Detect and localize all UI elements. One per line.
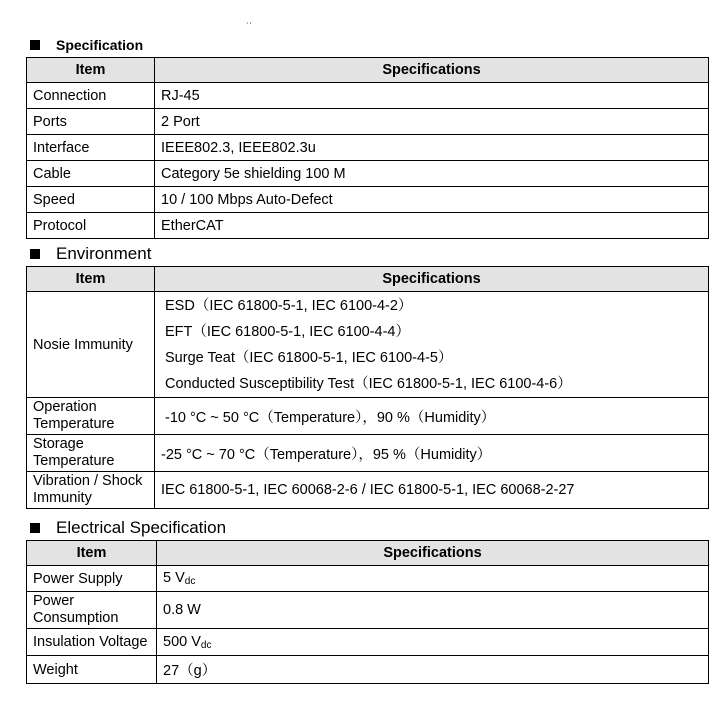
row-item: Power Consumption	[27, 592, 157, 629]
specification-table	[26, 57, 709, 239]
electrical-table	[26, 540, 709, 684]
row-item: Speed	[27, 187, 155, 213]
bullet-square-icon	[30, 249, 40, 259]
table-row	[27, 472, 709, 509]
row-item: Weight	[27, 656, 157, 684]
value-subscript: dc	[184, 576, 196, 587]
value-subscript: dc	[200, 639, 212, 651]
row-value	[157, 566, 709, 592]
table-row	[27, 566, 709, 592]
col-header-specifications: Specifications	[157, 541, 709, 566]
table-row	[27, 398, 709, 435]
table-row	[27, 109, 709, 135]
noise-line: EFT（IEC 61800-5-1, IEC 6100-4-4）	[165, 323, 410, 340]
table-row	[27, 435, 709, 472]
row-value: 2 Port	[155, 109, 709, 135]
specification-heading	[30, 37, 143, 53]
bullet-square-icon	[30, 40, 40, 50]
row-value: IEEE802.3, IEEE802.3u	[155, 135, 709, 161]
col-header-specifications: Specifications	[155, 267, 709, 292]
specification-title: Specification	[56, 37, 144, 53]
row-value	[157, 592, 709, 629]
table-row	[27, 83, 709, 109]
row-value: Category 5e shielding 100 M	[155, 161, 709, 187]
row-item: Operation Temperature	[27, 398, 155, 435]
environment-title: Environment	[56, 244, 152, 263]
environment-table	[26, 266, 709, 509]
row-item: Interface	[27, 135, 155, 161]
row-item: Power Supply	[27, 566, 157, 592]
bullet-square-icon	[30, 523, 40, 533]
table-row	[27, 629, 709, 656]
row-item: Cable	[27, 161, 155, 187]
col-header-item: Item	[27, 267, 155, 292]
row-item: Vibration / Shock Immunity	[27, 472, 155, 509]
row-value: -25 °C ~ 70 °C（Temperature），95 %（Humidity）	[155, 435, 709, 472]
value-text: 27（g）	[163, 663, 217, 679]
col-header-item: Item	[27, 58, 155, 83]
row-value	[157, 656, 709, 684]
row-value: IEC 61800-5-1, IEC 60068-2-6 / IEC 61800-5-1, IEC 60068-2-27	[155, 472, 709, 509]
noise-line: Conducted Susceptibility Test（IEC 61800-5-1, IEC 6100-4-6）	[165, 375, 572, 392]
row-item: Storage Temperature	[27, 435, 155, 472]
environment-heading	[30, 244, 151, 264]
electrical-heading	[30, 518, 226, 538]
row-item: Ports	[27, 109, 155, 135]
row-value: 10 / 100 Mbps Auto-Defect	[155, 187, 709, 213]
row-item: Protocol	[27, 213, 155, 239]
row-value: RJ-45	[155, 83, 709, 109]
row-value	[155, 292, 709, 398]
row-value: EtherCAT	[155, 213, 709, 239]
row-value	[157, 629, 709, 656]
noise-line: Surge Teat（IEC 61800-5-1, IEC 6100-4-5）	[165, 349, 453, 366]
specification-section	[26, 57, 709, 239]
electrical-section	[26, 540, 709, 684]
table-row	[27, 592, 709, 629]
value-text: 5 V	[163, 570, 185, 586]
row-item: Nosie Immunity	[27, 292, 155, 398]
table-row	[27, 135, 709, 161]
value-text: 0.8 W	[163, 602, 201, 618]
table-row	[27, 187, 709, 213]
row-value: -10 °C ~ 50 °C（Temperature），90 %（Humidity）	[155, 398, 709, 435]
table-row	[27, 161, 709, 187]
row-item: Insulation Voltage	[27, 629, 157, 656]
table-row	[27, 292, 709, 398]
value-text: 500 V	[163, 633, 201, 650]
row-item: Connection	[27, 83, 155, 109]
electrical-title: Electrical Specification	[56, 518, 227, 537]
top-mark: ˙˙	[246, 22, 253, 33]
noise-line: ESD（IEC 61800-5-1, IEC 6100-4-2）	[165, 297, 413, 314]
col-header-specifications: Specifications	[155, 58, 709, 83]
col-header-item: Item	[27, 541, 157, 566]
environment-section	[26, 266, 709, 509]
table-row	[27, 213, 709, 239]
table-row	[27, 656, 709, 684]
